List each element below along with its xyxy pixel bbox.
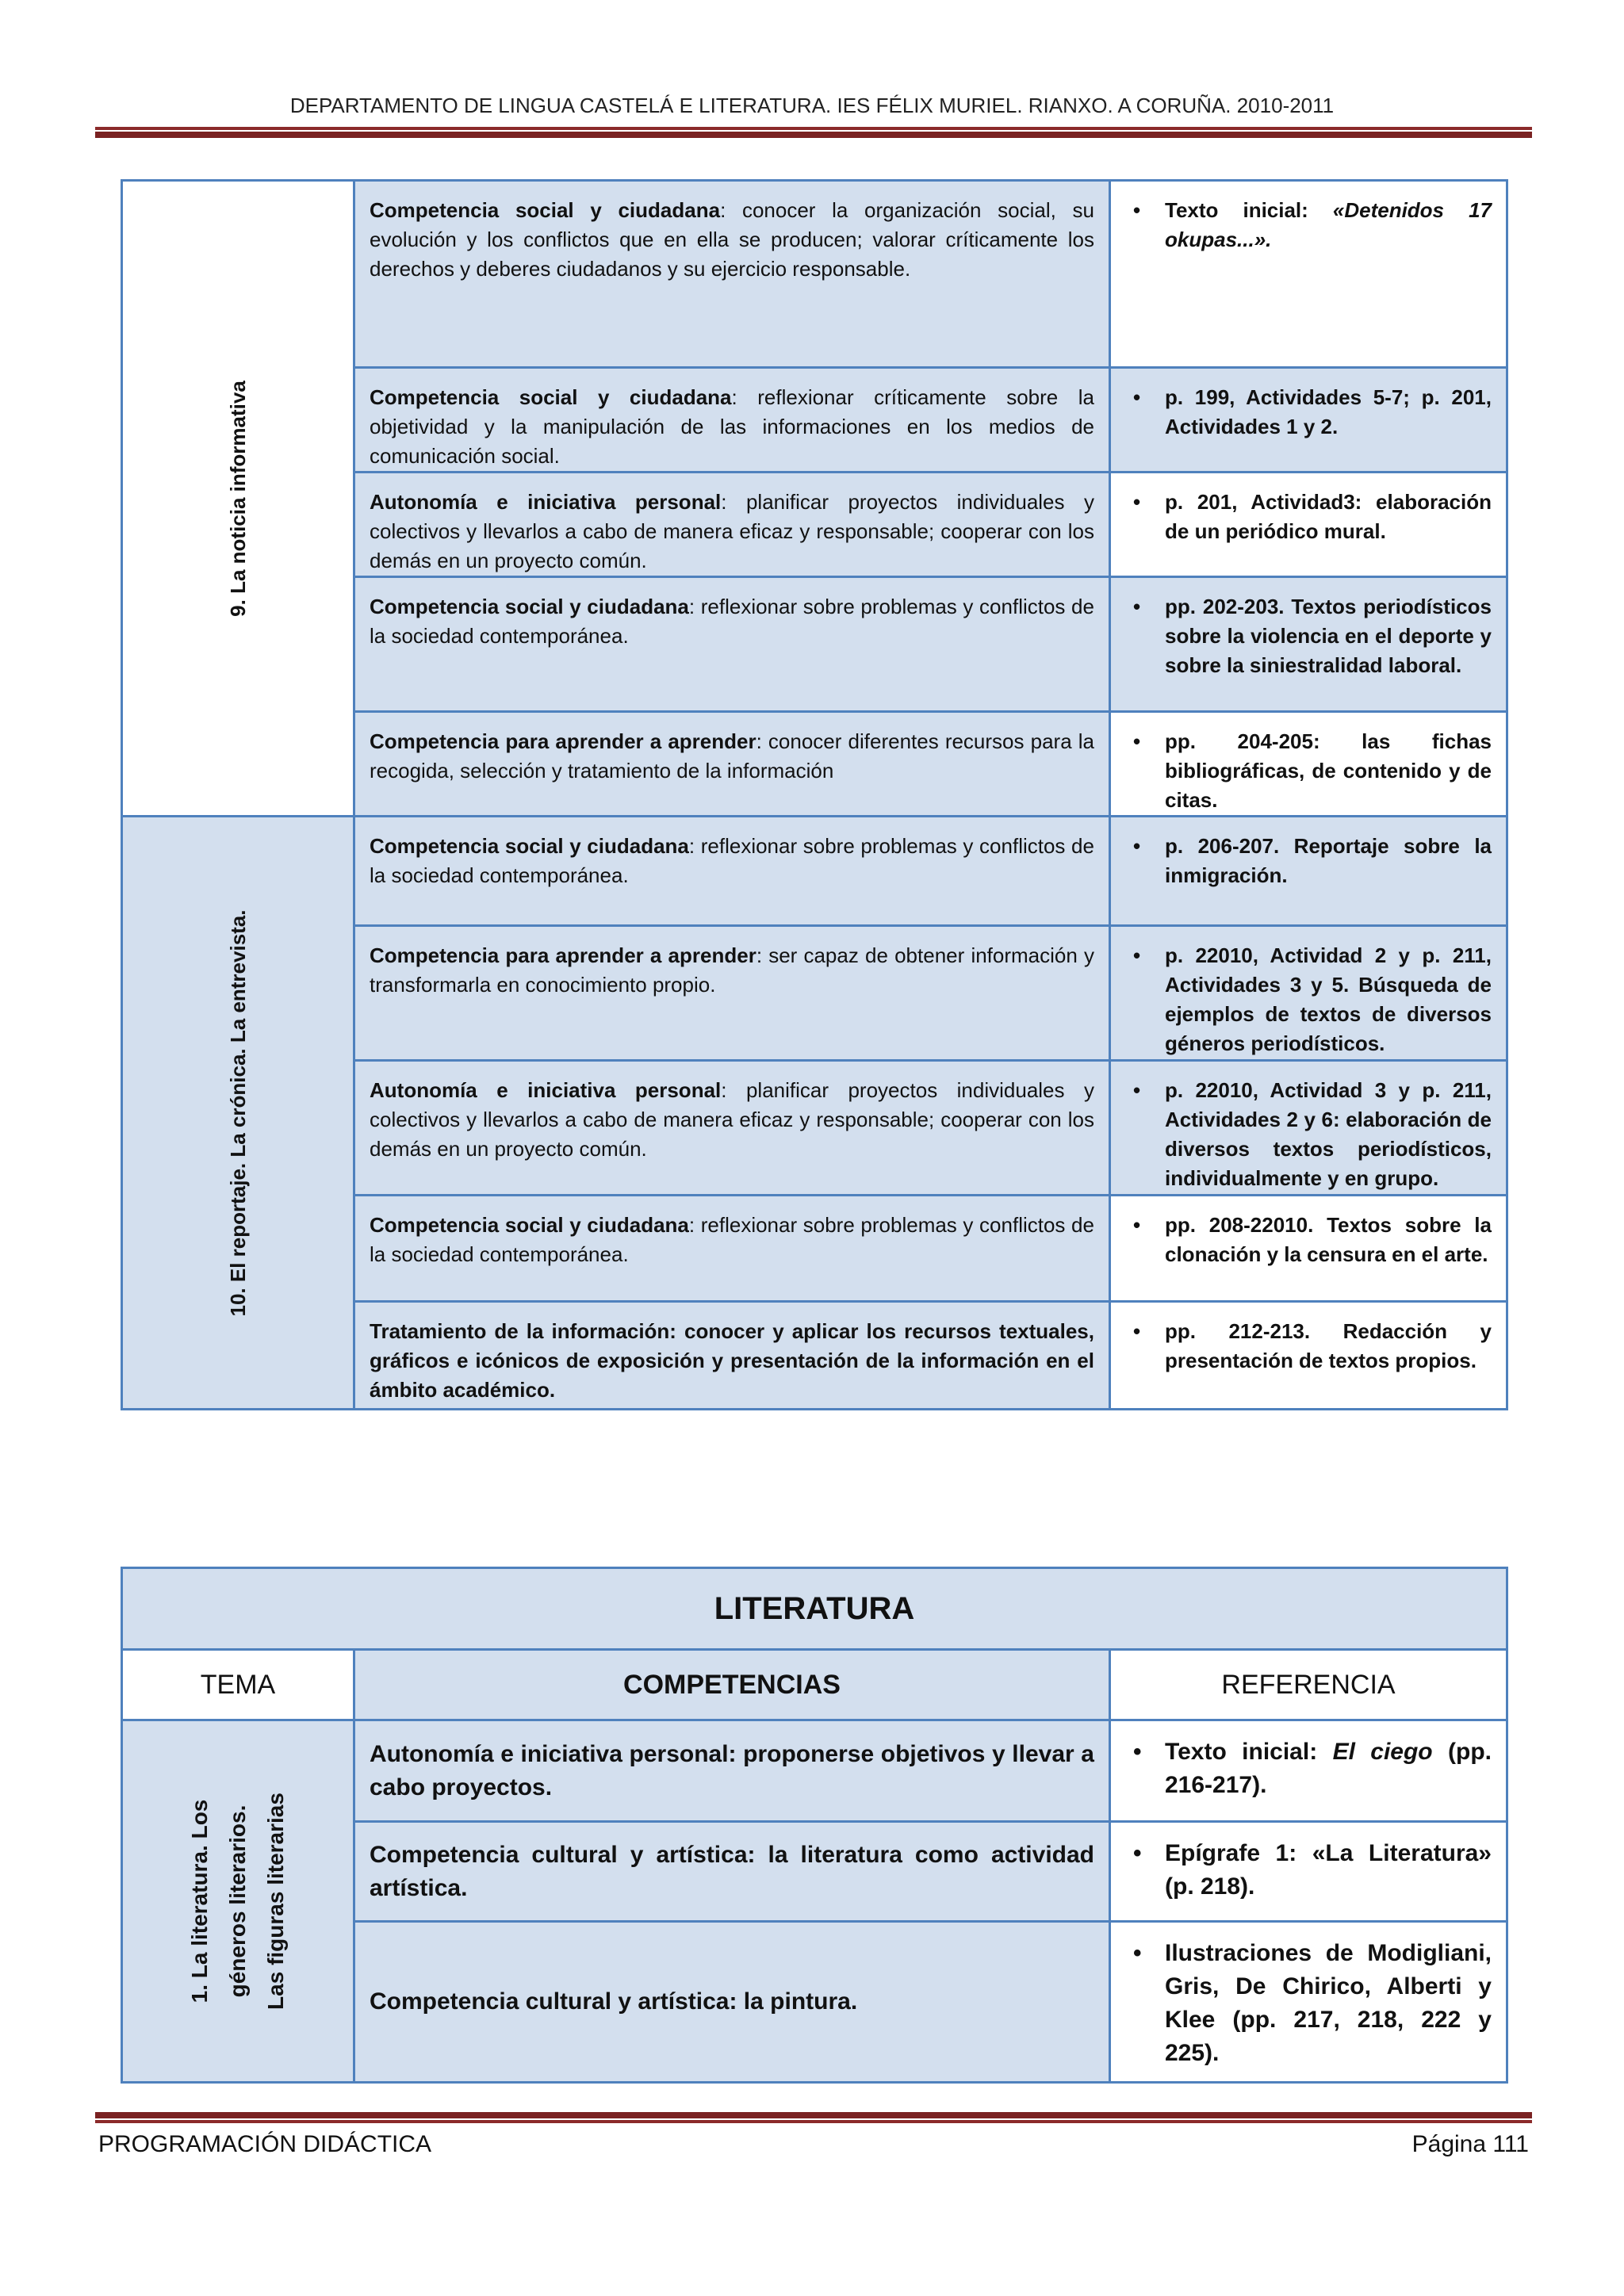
reference-cell: • Ilustraciones de Modigliani, Gris, De Chirico, Alberti y Klee (pp. 217, 218, 222 y 225). <box>1110 1922 1507 2083</box>
competence-cell: Competencia cultural y artística: la literatura como actividad artística. <box>354 1822 1110 1922</box>
reference-cell: • pp. 208-22010. Textos sobre la clonación y la censura en el arte. <box>1110 1196 1507 1302</box>
competence-cell: Autonomía e iniciativa personal: planificar proyectos individuales y colectivos y llevarlos a cabo de manera eficaz y responsable; cooperar con los demás en un proyecto común. <box>354 1061 1110 1196</box>
competencias-table-lengua <box>121 179 1508 1410</box>
reference-cell: • pp. 212-213. Redacción y presentación de textos propios. <box>1110 1302 1507 1410</box>
column-header-tema: TEMA <box>122 1650 354 1720</box>
competence-cell: Competencia social y ciudadana: reflexionar sobre problemas y conflictos de la sociedad contemporánea. <box>354 817 1110 926</box>
unit-9-label: 9. La noticia informativa <box>226 380 250 617</box>
column-header-competencias: COMPETENCIAS <box>354 1650 1110 1720</box>
footer-title: PROGRAMACIÓN DIDÁCTICA <box>98 2131 432 2157</box>
reference-cell: • pp. 202-203. Textos periodísticos sobre la violencia en el deporte y sobre la siniestralidad laboral. <box>1110 577 1507 712</box>
reference-cell: • pp. 204-205: las fichas bibliográficas, de contenido y de citas. <box>1110 712 1507 817</box>
competence-cell: Tratamiento de la información: conocer y aplicar los recursos textuales, gráficos e icónicos de exposición y presentación de la información en el ámbito académico. <box>354 1302 1110 1410</box>
competence-cell: Autonomía e iniciativa personal: proponerse objetivos y llevar a cabo proyectos. <box>354 1720 1110 1822</box>
competence-cell: Competencia social y ciudadana: reflexionar críticamente sobre la objetividad y la manipulación de las informaciones en los medios de comunicación social. <box>354 368 1110 473</box>
footer-rule-thin <box>95 2120 1532 2123</box>
reference-cell: • p. 22010, Actividad 3 y p. 211, Actividades 2 y 6: elaboración de diversos textos periodísticos, individualmente y en grupo. <box>1110 1061 1507 1196</box>
unit-1-cell <box>122 1720 354 2083</box>
reference-cell: • p. 199, Actividades 5-7; p. 201, Actividades 1 y 2. <box>1110 368 1507 473</box>
unit-1-label: 1. La literatura. Los géneros literarios. Las figuras literarias <box>187 1793 288 2010</box>
column-header-referencia: REFERENCIA <box>1110 1650 1507 1720</box>
unit-9-cell <box>122 181 354 817</box>
unit-10-label: 10. El reportaje. La crónica. La entrevista. <box>226 909 250 1316</box>
header-rule-thin <box>95 127 1532 130</box>
reference-cell: • p. 22010, Actividad 2 y p. 211, Actividades 3 y 5. Búsqueda de ejemplos de textos de diversos géneros periodísticos. <box>1110 926 1507 1061</box>
competence-cell: Competencia cultural y artística: la pintura. <box>354 1922 1110 2083</box>
competence-cell: Competencia social y ciudadana: reflexionar sobre problemas y conflictos de la sociedad contemporánea. <box>354 1196 1110 1302</box>
competence-cell: Competencia social y ciudadana: reflexionar sobre problemas y conflictos de la sociedad contemporánea. <box>354 577 1110 712</box>
section-title: LITERATURA <box>122 1568 1507 1650</box>
competencias-table-literatura <box>121 1567 1508 2084</box>
unit-10-cell <box>122 817 354 1410</box>
footer-rule-thick <box>95 2112 1532 2118</box>
reference-cell: • p. 206-207. Reportaje sobre la inmigración. <box>1110 817 1507 926</box>
page-header: DEPARTAMENTO DE LINGUA CASTELÁ E LITERATURA. IES FÉLIX MURIEL. RIANXO. A CORUÑA. 2010-2011 <box>289 94 1335 117</box>
header-rule-thick <box>95 132 1532 138</box>
reference-cell: • Epígrafe 1: «La Literatura» (p. 218). <box>1110 1822 1507 1922</box>
page-number: Página 111 <box>1411 2131 1529 2157</box>
reference-cell: • Texto inicial: El ciego (pp. 216-217). <box>1110 1720 1507 1822</box>
competence-cell: Competencia para aprender a aprender: ser capaz de obtener información y transformarla en conocimiento propio. <box>354 926 1110 1061</box>
reference-cell: • Texto inicial: «Detenidos 17 okupas...». <box>1110 181 1507 368</box>
competence-cell: Competencia para aprender a aprender: conocer diferentes recursos para la recogida, selección y tratamiento de la información <box>354 712 1110 817</box>
competence-cell: Competencia social y ciudadana: conocer la organización social, su evolución y los conflictos que en ella se producen; valorar críticamente los derechos y deberes ciudadanos y su ejercicio responsable. <box>354 181 1110 368</box>
reference-cell: • p. 201, Actividad3: elaboración de un periódico mural. <box>1110 473 1507 577</box>
competence-cell: Autonomía e iniciativa personal: planificar proyectos individuales y colectivos y llevarlos a cabo de manera eficaz y responsable; cooperar con los demás en un proyecto común. <box>354 473 1110 577</box>
